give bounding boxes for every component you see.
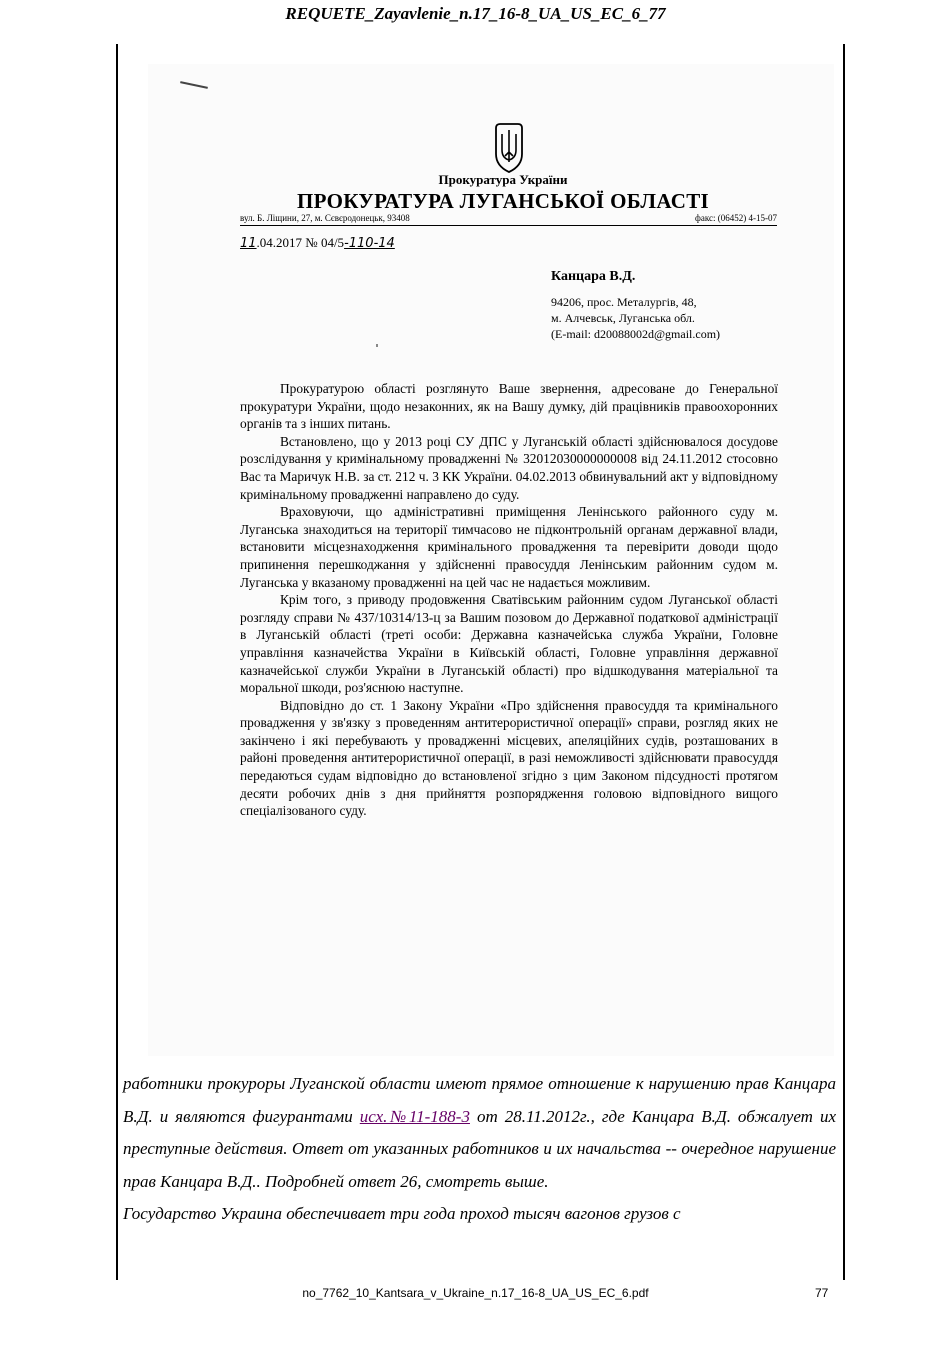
commentary-paragraph (123, 1068, 836, 1198)
commentary-text-before: работники прокуроры Луганской области имеют прямое отношение к нарушению прав Канцара В.Д. и являются фигурантами (123, 1074, 836, 1126)
footer-filename: no_7762_10_Kantsara_v_Ukraine_n.17_16-8_UA_US_EC_6.pdf (302, 1286, 649, 1300)
org-title: ПРОКУРАТУРА ЛУГАНСЬКОЇ ОБЛАСТІ (297, 189, 709, 213)
recipient-email: (E-mail: d20088002d@gmail.com) (551, 327, 721, 341)
letter-paragraph: Прокуратурою області розглянуто Ваше звернення, адресоване до Генеральної прокуратури України, щодо незаконних, як на Вашу думку, дій працівників правоохоронних органів та з інших питань. (240, 381, 778, 432)
outgoing-date: .04.2017 № 04/5 (256, 235, 345, 250)
page-header-title: REQUETE_Zayavlenie_n.17_16-8_UA_US_EC_6_77 (285, 4, 666, 23)
scan-mark (180, 81, 208, 89)
letter-body (240, 380, 778, 820)
recipient-name: Канцара В.Д. (551, 269, 636, 284)
trident-emblem-icon (493, 122, 525, 174)
commentary-text-after: от 28.11.2012г., где Канцара В.Д. обжалует их преступные действия. Ответ от указанных работников и их начальства -- очередное нарушение прав Канцара В.Д.. Подробней ответ 26, смотреть выше. (123, 1106, 836, 1191)
scan-dot (376, 344, 378, 347)
reference-link[interactable]: исх.№11-188-3 (359, 1106, 470, 1126)
letter-paragraph: Встановлено, що у 2013 році СУ ДПС у Луганській області здійснювалося досудове розслідування у кримінальному провадженні № 32012030000000008 від 24.11.2012 стосовно Вас та Маричук Н.В. за ст. 212 ч. 3 КК України. 04.02.2013 обвинувальний акт у відповідному кримінальному провадженні направлено до суду. (240, 433, 778, 502)
commentary-text (123, 1068, 836, 1231)
letter-paragraph: Відповідно до ст. 1 Закону України «Про здійснення правосуддя та кримінального провадження у зв'язку з проведенням антитерористичної операції» справи, розгляд яких не закінчено і які перебувають у провадженні місцевих, апеляційних судів, розташованих в районі проведення антитерористичної операції, в разі неможливості здійснювати правосуддя передаються судам відповідно до встановленої згідно з цим Законом підсудності протягом десяти робочих днів з дня прийняття розпорядження головою відповідного вищого спеціалізованого суду. (240, 697, 778, 819)
scanned-letter (148, 64, 834, 1056)
org-fax: факс: (06452) 4-15-07 (695, 213, 777, 223)
footer-page-number: 77 (815, 1286, 829, 1300)
recipient-address-line: м. Алчевськ, Луганська обл. (551, 311, 695, 325)
outgoing-day: 11 (240, 236, 257, 251)
letterhead-contacts (240, 211, 777, 226)
org-subtitle: Прокуратура України (438, 172, 568, 187)
outgoing-suffix: -110-14 (344, 236, 395, 251)
right-border-line (843, 44, 845, 1280)
letter-paragraph: Враховуючи, що адміністративні приміщення Ленінського районного суду м. Луганська знаходиться на території тимчасово не підконтрольній органам державної влади, встановити місцезнаходження кримінального провадження та перевірити доводи щодо припинення перешкоджання у здійсненні правосуддя Ленінським районним судом м. Луганська у вказаному провадженні на цей час не надається можливим. (240, 504, 778, 590)
org-address: вул. Б. Ліщини, 27, м. Сєвєродонецьк, 93408 (240, 213, 410, 223)
recipient-address-line: 94206, прос. Металургів, 48, (551, 295, 697, 309)
letter-paragraph: Крім того, з приводу продовження Сватівським районним судом Луганської області розгляду справи № 437/10314/13-ц за Вашим позовом до Державної податкової адміністрації в Луганській області (треті особи: Державна казначейська служба України, Головне управління казначейства України в Київській області, Головне управління державної казначейської служби України в Луганській області) про відшкодування матеріальної та моральної шкоди, роз'яснюю наступне. (240, 592, 778, 696)
recipient-address (551, 294, 720, 342)
left-border-line (116, 44, 118, 1280)
commentary-paragraph: Государство Украина обеспечивает три года проход тысяч вагонов грузов с (123, 1204, 681, 1223)
outgoing-number (240, 234, 395, 253)
